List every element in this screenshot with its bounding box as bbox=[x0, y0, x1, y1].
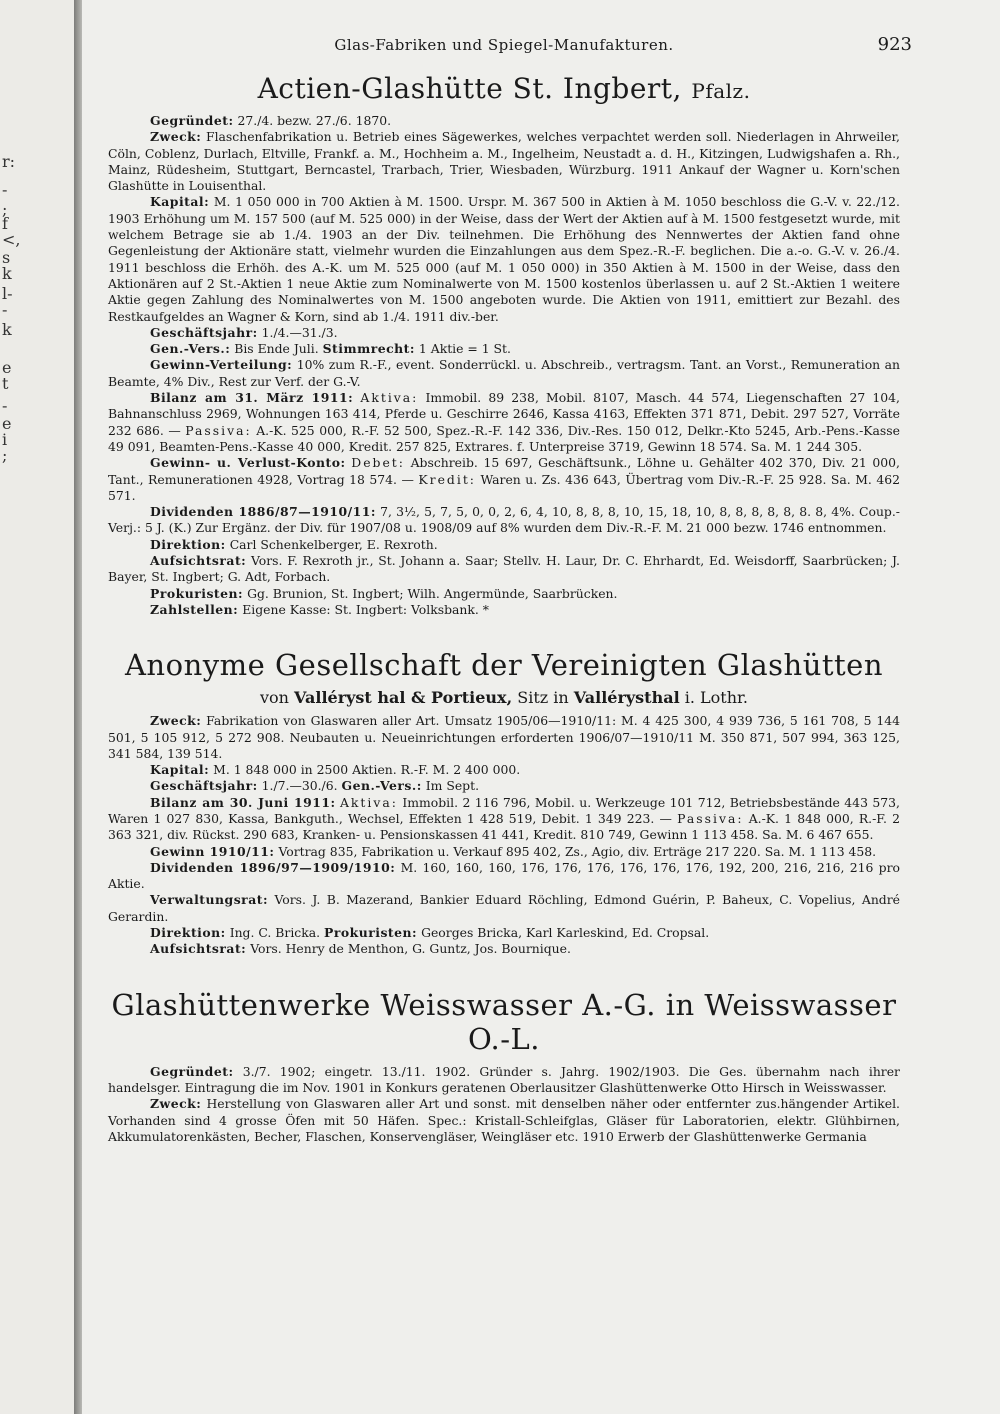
field-label: Gegründet: bbox=[150, 1063, 234, 1079]
supervisory-board-paragraph bbox=[108, 553, 900, 586]
field-text: Georges Bricka, Karl Karleskind, Ed. Cropsal. bbox=[421, 925, 710, 941]
field-text: 27./4. bezw. 27./6. 1870. bbox=[237, 113, 392, 128]
field-text: Vortrag 835, Fabrikation u. Verkauf 895 402, Zs., Agio, div. Erträge 217 220. Sa. M. 1 113 458. bbox=[278, 843, 877, 859]
profit-distribution-paragraph bbox=[108, 357, 900, 390]
capital-paragraph bbox=[108, 194, 900, 324]
company-name: Actien-Glashütte St. Ingbert, bbox=[257, 72, 682, 105]
field-label: Verwaltungsrat: bbox=[150, 892, 269, 908]
left-fragment: e bbox=[2, 358, 12, 377]
dividends-paragraph bbox=[108, 504, 900, 537]
book-gutter bbox=[74, 0, 82, 1414]
field-label: Kapital: bbox=[150, 762, 210, 778]
field-label: Zweck: bbox=[150, 713, 202, 729]
field-text: Immobil. 89 238, Mobil. 8107, Masch. 44 574, Liegenschaften 27 104, Bahnanschluss 2969, Wohnungen 163 414, Pferde u. Geschirre 2646, Kassa 4163, Effekten 371 871, Debit. 297 527, Vorräte 232 686. — bbox=[108, 390, 900, 438]
field-text: Ing. C. Bricka. bbox=[229, 925, 321, 941]
field-text: 10% zum R.-F., event. Sonderrückl. u. Abschreib., vertragsm. Tant. an Vorst., Remuneration an Beamte, 4% Div., Rest zur Verf. der G.-V. bbox=[108, 357, 900, 389]
subtitle-company: Valléryst hal & Portieux, bbox=[294, 688, 513, 708]
left-fragment: ; bbox=[2, 446, 8, 465]
left-fragment: s bbox=[2, 248, 11, 267]
field-text: 7, 3½, 5, 7, 5, 0, 0, 2, 6, 4, 10, 8, 8, 8, 10, 15, 18, 10, 8, 8, 8, 8, 8, 8. 8, 4%. Coup.-Verj.: 5 J. (K.) Zur Ergänz. der Div. für 1907/08 u. 1908/09 auf 8% wurden dem Div.-R.-F. M. 21 000 bezw. 1746 entnommen. bbox=[108, 504, 900, 536]
field-label: Bilanz am 31. März 1911: bbox=[150, 390, 354, 406]
left-fragment: f bbox=[2, 214, 8, 233]
left-fragment: k bbox=[2, 320, 12, 339]
field-label: Direktion: bbox=[150, 536, 226, 552]
field-text: Vors. Henry de Menthon, G. Guntz, Jos. Bournique. bbox=[250, 941, 571, 957]
field-text: Abschreib. 15 697, Geschäftsunk., Löhne u. Gehälter 402 370, Div. 21 000, Tant., Remunerationen 4928, Vortrag 18 574. — bbox=[108, 455, 900, 487]
field-text: A.-K. 525 000, R.-F. 52 500, Spez.-R.-F. 142 336, Div.-Res. 150 012, Delkr.-Kto 5245, Arb.-Pens.-Kasse 49 091, Beamten-Pens.-Kasse 40 000, Kredit. 257 825, Extrares. f. Unterpreise 3719, Gewinn 18 574. Sa. M. 1 244 305. bbox=[108, 422, 900, 454]
field-label: Aufsichtsrat: bbox=[150, 553, 247, 569]
field-sublabel: Passiva: bbox=[677, 810, 744, 826]
left-fragment: l- bbox=[2, 284, 13, 303]
company-title bbox=[108, 648, 900, 682]
field-text: 1 Aktie = 1 St. bbox=[418, 341, 511, 357]
field-text: A.-K. 1 848 000, R.-F. 2 363 321, div. Rückst. 290 683, Kranken- u. Pensionskassen 41 441, Kredit. 810 749, Gewinn 1 113 458. Sa. M. 6 467 655. bbox=[108, 810, 900, 843]
balance-paragraph bbox=[108, 390, 900, 455]
field-label: Aufsichtsrat: bbox=[150, 941, 247, 957]
field-sublabel: Aktiva: bbox=[360, 390, 419, 406]
company-name: Anonyme Gesellschaft der Vereinigten Glashütten bbox=[124, 648, 884, 683]
left-fragment: i bbox=[2, 430, 8, 449]
subtitle-text: von bbox=[259, 688, 289, 708]
left-fragment: - bbox=[2, 300, 8, 319]
field-label: Stimmrecht: bbox=[322, 341, 415, 357]
company-name: Glashüttenwerke Weisswasser A.-G. in Weisswasser O.-L. bbox=[111, 987, 897, 1056]
company-entry bbox=[108, 988, 900, 1145]
running-title: Glas-Fabriken und Spiegel-Manufakturen. bbox=[334, 36, 674, 54]
field-text: Bis Ende Juli. bbox=[234, 341, 319, 357]
field-text: 3./7. 1902; eingetr. 13./11. 1902. Gründer s. Jahrg. 1902/1903. Die Ges. übernahm nach ihrer handelsger. Eintragung die im Nov. 1901 in Konkurs geratenen Oberlausitzer Glashüttenwerke Otto Hirsch in Weisswasser. bbox=[108, 1063, 900, 1095]
dividends-paragraph bbox=[108, 860, 900, 893]
capital-paragraph bbox=[108, 762, 900, 778]
left-fragment: e bbox=[2, 414, 12, 433]
field-text: Fabrikation von Glaswaren aller Art. Umsatz 1905/06—1910/11: M. 4 425 300, 4 939 736, 5 161 708, 5 144 501, 5 105 912, 5 272 908. Neubauten u. Neueinrichtungen erforderten 1906/07—1910/11 M. 350 871, 507 994, 363 125, 341 584, 139 514. bbox=[108, 713, 900, 761]
field-label: Gen.-Vers.: bbox=[150, 341, 231, 357]
field-label: Zahlstellen: bbox=[150, 601, 239, 617]
fiscal-year-paragraph bbox=[108, 778, 900, 794]
authorized-officers-paragraph bbox=[108, 586, 900, 602]
field-label: Gewinn 1910/11: bbox=[150, 843, 275, 859]
field-sublabel: Debet: bbox=[351, 455, 405, 471]
purpose-paragraph bbox=[108, 1096, 900, 1145]
purpose-paragraph bbox=[108, 129, 900, 194]
field-label: Geschäftsjahr: bbox=[150, 324, 258, 340]
field-text: M. 160, 160, 160, 176, 176, 176, 176, 176, 176, 192, 200, 216, 216, 216 pro Aktie. bbox=[108, 859, 900, 892]
field-sublabel: Aktiva: bbox=[339, 794, 398, 810]
field-label: Dividenden 1896/97—1909/1910: bbox=[150, 859, 396, 875]
founded-paragraph bbox=[108, 113, 900, 129]
field-label: Prokuristen: bbox=[324, 925, 418, 941]
left-fragment: r: bbox=[2, 152, 16, 171]
field-label: Dividenden 1886/87—1910/11: bbox=[150, 504, 376, 520]
field-label: Gewinn-Verteilung: bbox=[150, 357, 293, 373]
company-entry bbox=[108, 72, 900, 618]
left-fragment: - bbox=[2, 180, 8, 199]
field-sublabel: Kredit: bbox=[418, 471, 476, 487]
field-label: Gen.-Vers.: bbox=[341, 778, 422, 794]
board-paragraph bbox=[108, 892, 900, 925]
field-text: Gg. Brunion, St. Ingbert; Wilh. Angermünde, Saarbrücken. bbox=[247, 585, 618, 601]
field-sublabel: Passiva: bbox=[185, 422, 252, 438]
left-fragment: t bbox=[2, 374, 9, 393]
field-text: Eigene Kasse: St. Ingbert: Volksbank. * bbox=[242, 601, 489, 617]
field-text: M. 1 050 000 in 700 Aktien à M. 1500. Urspr. M. 367 500 in Aktien à M. 1050 beschloss die G.-V. v. 22./12. 1903 Erhöhung um M. 157 500 (auf M. 525 000) in der Weise, dass der Wert der Aktien auf à M. 1500 festgesetzt wurde, mit welchem Betrage sie ab 1./4. 1903 an der Div. teilnehmen. Die Erhöhung des Nennwertes der Aktien fand ohne Gegenleistung der Aktionäre statt, vielmehr wurden die Einzahlungen aus dem Spez.-R.-F. beglichen. Die a.-o. G.-V. v. 26./4. 1911 beschloss die Erhöh. des A.-K. um M. 525 000 (auf M. 1 050 000) in 350 Aktien à M. 1500 in der Weise, dass den Aktionären auf 2 St.-Aktien 1 neue Aktie zum Nominalwerte von M. 1500 kostenlos überlassen u. auf 2 St.-Aktien 1 weitere Aktie gegen Zahlung des Nominalwertes von M. 1500 angeboten wurde. Die Aktien von 1911, emittiert zur Bezahl. des Restkaufgeldes an Wagner & Korn, sind ab 1./4. 1911 div.-ber. bbox=[108, 194, 900, 324]
purpose-paragraph bbox=[108, 713, 900, 762]
field-label: Zweck: bbox=[150, 129, 202, 145]
field-label: Gegründet: bbox=[150, 113, 234, 128]
field-label: Direktion: bbox=[150, 925, 226, 941]
company-title bbox=[108, 988, 900, 1056]
founded-paragraph bbox=[108, 1064, 900, 1097]
general-meeting-paragraph bbox=[108, 341, 900, 357]
subtitle-text: i. Lothr. bbox=[684, 688, 749, 708]
left-page-edge bbox=[0, 0, 75, 1414]
field-text: Vors. J. B. Mazerand, Bankier Eduard Röchling, Edmond Guérin, P. Baheux, C. Vopelius, André Gerardin. bbox=[108, 892, 900, 924]
field-text: Vors. F. Rexroth jr., St. Johann a. Saar; Stellv. H. Laur, Dr. C. Ehrhardt, Ed. Weisdorff, Saarbrücken; J. Bayer, St. Ingbert; G. Adt, Forbach. bbox=[108, 553, 900, 585]
running-head bbox=[108, 28, 912, 62]
company-title bbox=[108, 72, 900, 105]
field-label: Bilanz am 30. Juni 1911: bbox=[150, 794, 336, 810]
field-text: Flaschenfabrikation u. Betrieb eines Sägewerkes, welches verpachtet werden soll. Niederlagen in Ahrweiler, Cöln, Coblenz, Durlach, Eltville, Frankf. a. M., Hochheim a. M., Ingelheim, Neustadt a. d. H., Kitzingen, Ludwigshafen a. Rh., Mainz, Rüdesheim, Stuttgart, Berncastel, Trarbach, Trier, Wiesbaden, Würzburg. 1911 Ankauf der Wagner u. Korn'schen Glashütte in Louisenthal. bbox=[108, 129, 900, 194]
page-content bbox=[108, 28, 912, 1145]
left-fragment: <, bbox=[2, 230, 21, 249]
left-fragment: - bbox=[2, 396, 8, 415]
field-text: M. 1 848 000 in 2500 Aktien. R.-F. M. 2 400 000. bbox=[213, 762, 521, 778]
fiscal-year-paragraph bbox=[108, 325, 900, 341]
field-text: 1./7.—30./6. bbox=[261, 778, 338, 794]
field-text: Im Sept. bbox=[425, 778, 480, 794]
subtitle-text: Sitz in bbox=[517, 688, 569, 708]
field-label: Kapital: bbox=[150, 194, 210, 210]
balance-paragraph bbox=[108, 795, 900, 844]
left-fragment: k bbox=[2, 264, 12, 283]
profit-loss-paragraph bbox=[108, 455, 900, 504]
field-text: Immobil. 2 116 796, Mobil. u. Werkzeuge 101 712, Betriebsbestände 443 573, Waren 1 027 830, Kassa, Bankguth., Wechsel, Effekten 1 428 519, Debit. 1 349 223. — bbox=[108, 794, 900, 826]
supervisory-board-paragraph bbox=[108, 941, 900, 957]
field-label: Prokuristen: bbox=[150, 585, 244, 601]
page-number: 923 bbox=[877, 34, 912, 55]
company-location: Pfalz. bbox=[691, 79, 751, 103]
company-entry bbox=[108, 648, 900, 957]
field-text: Herstellung von Glaswaren aller Art und sonst. mit denselben näher oder entfernter zus.hängender Artikel. Vorhanden sind 4 grosse Öfen mit 50 Häfen. Spec.: Kristall-Schleifglas, Gläser für Laboratorien, elektr. Glühbirnen, Akkumulatorenkästen, Becher, Flaschen, Konservengläser, Weingläser etc. 1910 Erwerb der Glashüttenwerke Germania bbox=[108, 1096, 900, 1144]
field-text: Waren u. Zs. 436 643, Übertrag vom Div.-R.-F. 25 928. Sa. M. 462 571. bbox=[108, 471, 900, 503]
subtitle-place: Vallérysthal bbox=[573, 688, 680, 708]
field-label: Zweck: bbox=[150, 1096, 202, 1112]
field-label: Gewinn- u. Verlust-Konto: bbox=[150, 455, 346, 471]
field-text: 1./4.—31./3. bbox=[261, 324, 338, 340]
field-label: Geschäftsjahr: bbox=[150, 778, 258, 794]
management-paragraph bbox=[108, 925, 900, 941]
company-subtitle bbox=[108, 688, 900, 707]
profit-paragraph bbox=[108, 844, 900, 860]
field-text: Carl Schenkelberger, E. Rexroth. bbox=[229, 536, 438, 552]
paying-agents-paragraph bbox=[108, 602, 900, 618]
left-fragment: ; bbox=[2, 200, 8, 219]
management-paragraph bbox=[108, 537, 900, 553]
